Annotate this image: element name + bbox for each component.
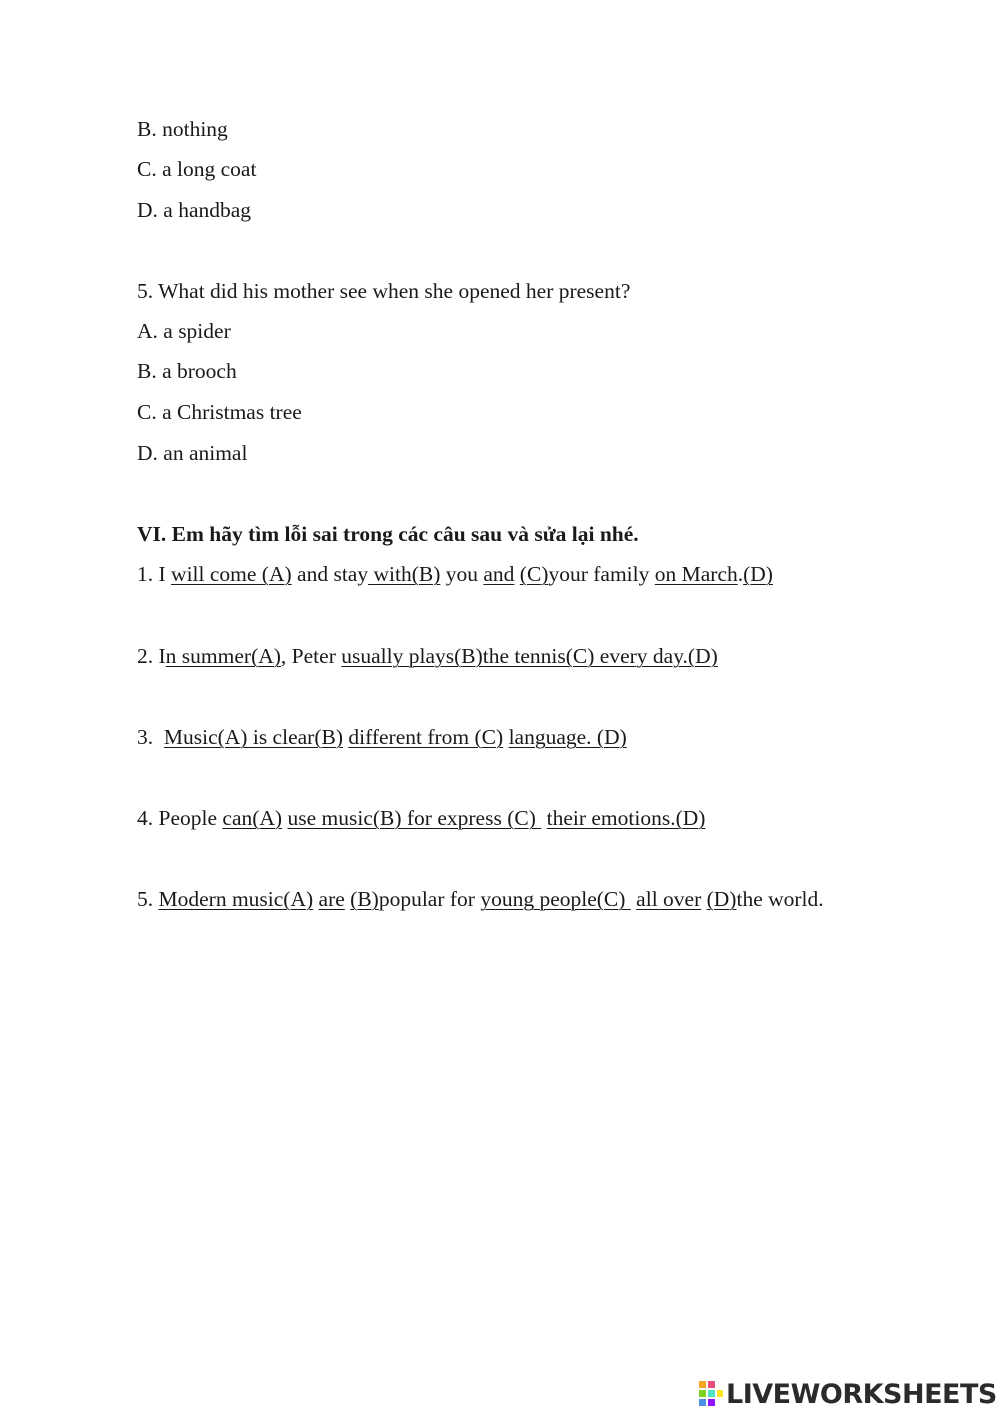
section-heading: VI. Em hãy tìm lỗi sai trong các câu sau và sửa lại nhé. xyxy=(137,522,639,546)
error-sentence-5 xyxy=(137,886,824,912)
sentence-text: popular for xyxy=(378,887,481,911)
underlined-segment: their emotions.(D) xyxy=(546,806,706,830)
sentence-text: 4. People xyxy=(137,806,223,830)
sentence-text: 1. I xyxy=(137,562,172,586)
underlined-segment: on March xyxy=(654,562,738,586)
sentence-text: , Peter xyxy=(280,644,342,668)
sentence-text: 2. I xyxy=(137,644,166,668)
underlined-segment: will come (A) xyxy=(171,562,292,586)
underlined-segment: Modern music(A) xyxy=(158,887,314,911)
q5-option-c: C. a Christmas tree xyxy=(137,400,302,424)
q4-option-d: D. a handbag xyxy=(137,198,252,222)
q5-option-b: B. a brooch xyxy=(137,359,237,383)
underlined-segment: different from (C) xyxy=(348,725,504,749)
logo-text: LIVEWORKSHEETS xyxy=(726,1378,997,1410)
sentence-text: 5. xyxy=(137,887,159,911)
sentence-text: . xyxy=(737,562,744,586)
sentence-text: and stay xyxy=(291,562,369,586)
underlined-segment: with(B) xyxy=(368,562,441,586)
sentence-text: you xyxy=(440,562,484,586)
underlined-segment: (D) xyxy=(743,562,773,586)
error-sentence-3 xyxy=(137,724,627,750)
underlined-segment: can(A) xyxy=(222,806,283,830)
q5-question: 5. What did his mother see when she opened her present? xyxy=(137,279,631,303)
sentence-text: the world. xyxy=(736,887,824,911)
error-sentence-2 xyxy=(137,643,718,669)
liveworksheets-logo-icon xyxy=(698,1380,724,1408)
error-sentence-4 xyxy=(137,805,705,831)
sentence-text: your family xyxy=(548,562,655,586)
underlined-segment: usually plays(B)the tennis(C) every day.(D) xyxy=(341,644,718,668)
underlined-segment: n summer(A) xyxy=(165,644,281,668)
liveworksheets-logo xyxy=(698,1377,997,1411)
underlined-segment: (B) xyxy=(350,887,379,911)
underlined-segment: are xyxy=(318,887,345,911)
sentence-text: 3. xyxy=(137,725,164,749)
underlined-segment: (C) xyxy=(519,562,549,586)
underlined-segment: (D) xyxy=(706,887,737,911)
underlined-segment: use music(B) for express (C) xyxy=(287,806,542,830)
underlined-segment: young people(C) xyxy=(480,887,631,911)
underlined-segment: all over xyxy=(636,887,702,911)
q4-option-b: B. nothing xyxy=(137,117,228,141)
q5-option-a: A. a spider xyxy=(137,319,231,343)
error-sentence-1 xyxy=(137,561,773,587)
underlined-segment: language. (D) xyxy=(508,725,627,749)
q4-option-c: C. a long coat xyxy=(137,157,257,181)
underlined-segment: Music(A) is clear(B) xyxy=(163,725,343,749)
q5-option-d: D. an animal xyxy=(137,441,248,465)
underlined-segment: and xyxy=(483,562,515,586)
